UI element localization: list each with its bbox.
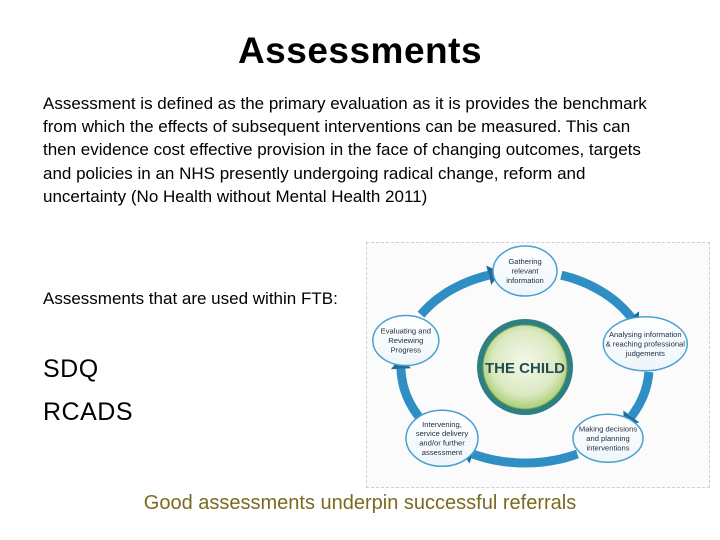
cycle-node-label: Progress [390, 345, 421, 355]
footer-tagline: Good assessments underpin successful referrals [143, 492, 577, 514]
cycle-arrow-shaft [561, 275, 631, 317]
cycle-arrow-shaft [401, 369, 419, 417]
cycle-node-label: Intervening, [422, 419, 462, 429]
intro-paragraph: Assessment is defined as the primary evaluation as it is provides the benchmark from which the effects of subsequent interventions can be measured. This can then evidence cost effective provision in the face of changing outcomes, targets and policies in an NHS presently undergoing radical change, reform and uncertainty (No Health without Mental Health 2011) [43, 94, 647, 206]
cycle-node [493, 246, 557, 296]
assessment-cycle-diagram [366, 242, 710, 488]
cycle-node-label: Making decisions [578, 424, 638, 434]
cycle-node-label: Gathering [508, 257, 542, 267]
cycle-arrow-shaft [421, 275, 489, 315]
cycle-node-label: Evaluating and [380, 326, 431, 336]
cycle-node-label: and/or further [419, 438, 465, 448]
assessments-used-label: Assessments that are used within FTB: [43, 289, 338, 308]
cycle-node-label: assessment [421, 448, 463, 457]
cycle-node [603, 317, 687, 371]
cycle-node-label: Reviewing [388, 336, 424, 346]
cycle-node [373, 316, 439, 366]
cycle-node-label: relevant [511, 266, 539, 276]
cycle-node-label: and planning [586, 433, 630, 443]
cycle-node [406, 410, 478, 466]
center-label: THE CHILD [485, 360, 565, 377]
slide-title: Assessments [237, 30, 483, 71]
cycle-arrow-shaft [631, 372, 649, 416]
center-circle [477, 319, 573, 415]
cycle-node-label: judgements [625, 348, 665, 358]
cycle-node [573, 414, 643, 462]
tool-rcads: RCADS [43, 398, 134, 426]
cycle-node-label: Analysing information [608, 330, 682, 339]
cycle-arrow-shaft [473, 454, 578, 463]
cycle-node-label: service delivery [415, 429, 469, 439]
assessment-cycle-svg [367, 243, 709, 487]
tool-sdq: SDQ [43, 355, 99, 383]
cycle-node-label: interventions [586, 443, 630, 453]
cycle-node-label: & reaching professional [605, 339, 685, 349]
cycle-node-label: information [506, 276, 544, 285]
